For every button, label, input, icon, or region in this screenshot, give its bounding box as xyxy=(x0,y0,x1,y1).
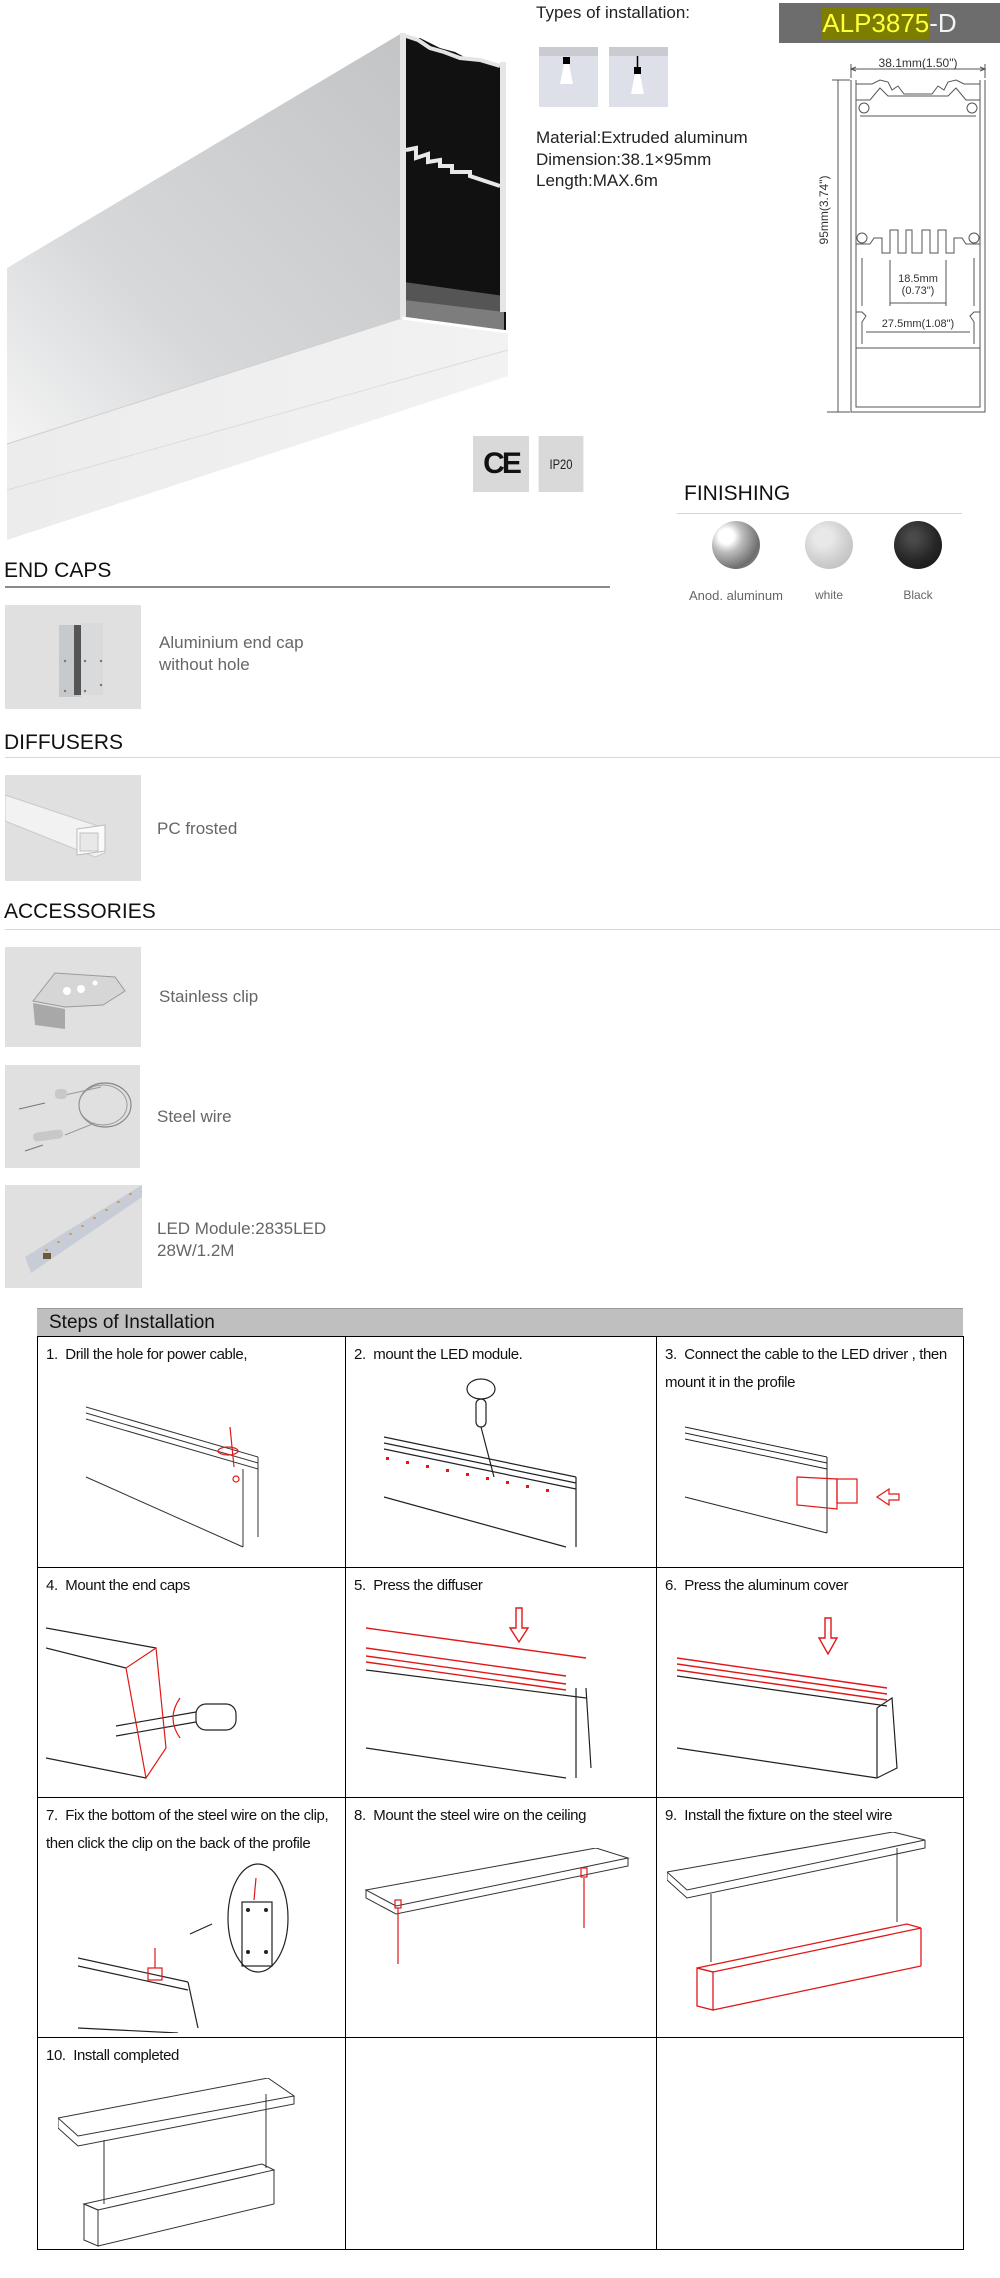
model-title-bar xyxy=(779,3,1000,43)
accessories-heading: ACCESSORIES xyxy=(4,900,156,923)
end-cap-description xyxy=(159,632,304,676)
step-5-diagram xyxy=(366,1598,626,1788)
installation-types-label: Types of installation: xyxy=(536,3,691,22)
step-4-text: 4. Mount the end caps xyxy=(46,1577,190,1594)
diffuser-description: PC frosted xyxy=(157,819,238,838)
finishing-label-white: white xyxy=(814,588,843,602)
finishing-label-black: Black xyxy=(903,588,933,602)
end-caps-heading: END CAPS xyxy=(4,559,112,582)
inner-width-label-a-line1: 18.5mm xyxy=(898,273,938,285)
spec-length: Length:MAX.6m xyxy=(536,171,658,190)
end-cap-line2: without hole xyxy=(159,655,250,674)
spec-material: Material:Extruded aluminum xyxy=(536,128,748,147)
height-dimension-label: 95mm(3.74") xyxy=(817,175,831,245)
steps-table xyxy=(37,1336,964,2250)
diffusers-heading: DIFFUSERS xyxy=(4,731,124,754)
step-10-diagram xyxy=(58,2078,328,2248)
step-1-text: 1. Drill the hole for power cable, xyxy=(46,1346,248,1363)
step-cell-5 xyxy=(346,1568,657,1798)
ce-certification-badge: CE xyxy=(473,436,529,492)
step-4-diagram xyxy=(46,1618,336,1788)
product-profile-render xyxy=(0,0,540,540)
step-cell-10 xyxy=(38,2038,346,2250)
stainless-clip-label: Stainless clip xyxy=(159,987,259,1006)
steel-wire-thumbnail xyxy=(5,1065,140,1168)
step-3-diagram xyxy=(677,1417,957,1557)
step-cell-9 xyxy=(657,1798,964,2038)
led-module-description xyxy=(157,1218,326,1262)
surface-mounted-icon xyxy=(539,47,598,107)
diffusers-divider xyxy=(5,757,1000,758)
step-10-text: 10. Install completed xyxy=(46,2047,179,2064)
swatch-white[interactable] xyxy=(805,521,853,569)
step-7-text: 7. Fix the bottom of the steel wire on the clip, then click the clip on the back of the profile xyxy=(46,1807,329,1852)
step-1-diagram xyxy=(78,1397,308,1557)
step-cell-6 xyxy=(657,1568,964,1798)
finishing-divider xyxy=(677,513,962,514)
swatch-anodized-aluminum[interactable] xyxy=(712,521,760,569)
step-cell-2 xyxy=(346,1337,657,1568)
step-5-text: 5. Press the diffuser xyxy=(354,1577,483,1594)
step-cell-empty-2 xyxy=(657,2038,964,2250)
step-cell-8 xyxy=(346,1798,657,2038)
finishing-heading: FINISHING xyxy=(684,482,791,505)
inner-width-label-a-line2: (0.73") xyxy=(901,285,935,297)
steel-wire-label: Steel wire xyxy=(157,1107,232,1126)
step-8-diagram xyxy=(356,1848,646,2008)
inner-width-label-b: 27.5mm(1.08") xyxy=(881,318,955,330)
ip-rating-badge: IP20 xyxy=(539,436,584,492)
model-suffix: -D xyxy=(929,7,957,38)
step-2-diagram xyxy=(376,1377,636,1557)
step-6-text: 6. Press the aluminum cover xyxy=(665,1577,849,1594)
step-3-text: 3. Connect the cable to the LED driver , then mount it in the profile xyxy=(665,1346,947,1391)
diffuser-thumbnail xyxy=(5,775,141,881)
step-2-text: 2. mount the LED module. xyxy=(354,1346,523,1363)
stainless-clip-thumbnail xyxy=(5,947,141,1047)
spec-dimension: Dimension:38.1×95mm xyxy=(536,150,712,169)
width-dimension-label: 38.1mm(1.50") xyxy=(878,56,958,70)
led-module-line2: 28W/1.2M xyxy=(157,1241,235,1260)
suspended-icon xyxy=(609,47,668,107)
end-cap-line1: Aluminium end cap xyxy=(159,633,304,652)
end-cap-thumbnail xyxy=(5,605,141,709)
inner-width-label-a xyxy=(890,273,946,297)
led-module-line1: LED Module:2835LED xyxy=(157,1219,327,1238)
finishing-label-anodized: Anod. aluminum xyxy=(689,588,783,603)
step-7-diagram xyxy=(78,1858,328,2033)
step-6-diagram xyxy=(677,1598,937,1788)
step-9-diagram xyxy=(667,1832,957,2032)
step-9-text: 9. Install the fixture on the steel wire xyxy=(665,1807,893,1824)
accessories-divider xyxy=(5,929,1000,930)
swatch-black[interactable] xyxy=(894,521,942,569)
model-code: ALP3875 xyxy=(822,7,930,38)
step-cell-4 xyxy=(38,1568,346,1798)
step-cell-empty-1 xyxy=(346,2038,657,2250)
step-cell-1 xyxy=(38,1337,346,1568)
step-8-text: 8. Mount the steel wire on the ceiling xyxy=(354,1807,587,1824)
step-cell-3 xyxy=(657,1337,964,1568)
steps-header: Steps of Installation xyxy=(37,1308,963,1336)
led-module-thumbnail xyxy=(5,1185,142,1288)
end-caps-divider xyxy=(5,586,610,588)
step-cell-7 xyxy=(38,1798,346,2038)
cross-section-drawing xyxy=(800,48,1000,418)
